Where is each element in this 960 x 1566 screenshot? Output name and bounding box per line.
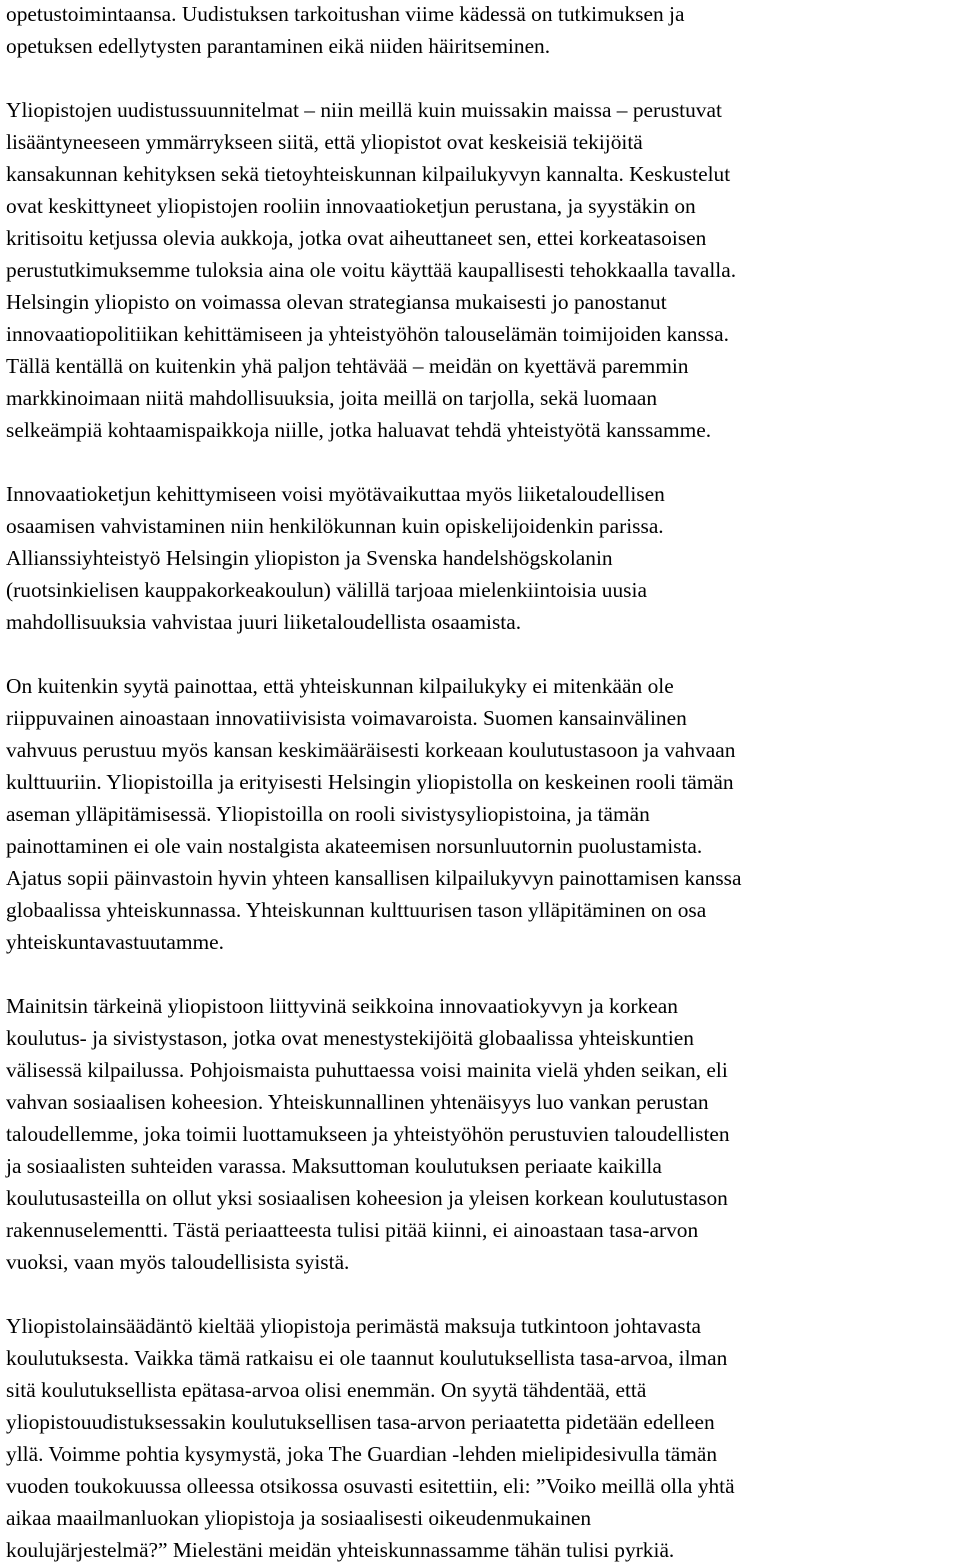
text-line: aseman ylläpitämisessä. Yliopistoilla on rooli sivistysyliopistoina, ja tämän [6, 802, 650, 826]
text-line: vahvuus perustuu myös kansan keskimääräisesti korkeaan koulutustasoon ja vahvaan [6, 738, 736, 762]
text-line: aikaa maailmanluokan yliopistoja ja sosiaalisesti oikeudenmukainen [6, 1506, 592, 1530]
text-line: koulutusasteilla on ollut yksi sosiaalisen koheesion ja yleisen korkean koulutustason [6, 1186, 728, 1210]
text-line: ja sosiaalisten suhteiden varassa. Maksuttoman koulutuksen periaate kaikilla [6, 1154, 662, 1178]
text-line: Innovaatioketjun kehittymiseen voisi myötävaikuttaa myös liiketaloudellisen [6, 482, 665, 506]
text-line: vuoden toukokuussa olleessa otsikossa osuvasti esitettiin, eli: ”Voiko meillä olla yhtä [6, 1474, 735, 1498]
text-line: lisääntyneeseen ymmärrykseen siitä, että yliopistot ovat keskeisiä tekijöitä [6, 130, 643, 154]
text-line: Ajatus sopii päinvastoin hyvin yhteen kansallisen kilpailukyvyn painottamisen kanssa [6, 866, 742, 890]
text-line: rakennuselementti. Tästä periaatteesta tulisi pitää kiinni, ei ainoastaan tasa-arvon [6, 1218, 699, 1242]
text-line: innovaatiopolitiikan kehittämiseen ja yhteistyöhön talouselämän toimijoiden kanssa. [6, 322, 729, 346]
text-line: Allianssiyhteistyö Helsingin yliopiston ja Svenska handelshögskolanin [6, 546, 613, 570]
text-line: (ruotsinkielisen kauppakorkeakoulun) välillä tarjoaa mielenkiintoisia uusia [6, 578, 647, 602]
paragraph-spacer [6, 638, 956, 670]
paragraph-spacer [6, 958, 956, 990]
paragraph-6 [6, 1310, 956, 1566]
paragraph-2 [6, 94, 956, 446]
text-line: koulutus- ja sivistystason, jotka ovat menestystekijöitä globaalissa yhteiskuntien [6, 1026, 694, 1050]
text-line: kritisoitu ketjussa olevia aukkoja, jotka ovat aiheuttaneet sen, ettei korkeatasoisen [6, 226, 707, 250]
paragraph-5 [6, 990, 956, 1278]
text-line: vuoksi, vaan myös taloudellisista syistä. [6, 1250, 350, 1274]
text-line: Yliopistojen uudistussuunnitelmat – niin meillä kuin muissakin maissa – perustuvat [6, 98, 722, 122]
text-line: yliopistouudistuksessakin koulutuksellisen tasa-arvon periaatetta pidetään edelleen [6, 1410, 715, 1434]
text-line: painottaminen ei ole vain nostalgista akateemisen norsunluutornin puolustamista. [6, 834, 703, 858]
text-line: markkinoimaan niitä mahdollisuuksia, joita meillä on tarjolla, sekä luomaan [6, 386, 658, 410]
text-line: Tällä kentällä on kuitenkin yhä paljon tehtävää – meidän on kyettävä paremmin [6, 354, 689, 378]
text-line: kulttuuriin. Yliopistoilla ja erityisesti Helsingin yliopistolla on keskeinen rooli tämän [6, 770, 734, 794]
document-page [6, 0, 956, 1566]
text-line: välisessä kilpailussa. Pohjoismaista puhuttaessa voisi mainita vielä yhden seikan, eli [6, 1058, 728, 1082]
text-line: globaalissa yhteiskunnassa. Yhteiskunnan kulttuurisen tason ylläpitäminen on osa [6, 898, 707, 922]
paragraph-spacer [6, 62, 956, 94]
paragraph-1 [6, 0, 956, 62]
paragraph-4 [6, 670, 956, 958]
text-line: yhteiskuntavastuutamme. [6, 930, 225, 954]
paragraph-spacer [6, 446, 956, 478]
text-line: selkeämpiä kohtaamispaikkoja niille, jotka haluavat tehdä yhteistyötä kanssamme. [6, 418, 712, 442]
paragraph-3 [6, 478, 956, 638]
text-line: opetuksen edellytysten parantaminen eikä niiden häiritseminen. [6, 34, 551, 58]
text-line: On kuitenkin syytä painottaa, että yhteiskunnan kilpailukyky ei mitenkään ole [6, 674, 674, 698]
text-line: yllä. Voimme pohtia kysymystä, joka The Guardian -lehden mielipidesivulla tämän [6, 1442, 718, 1466]
text-line: mahdollisuuksia vahvistaa juuri liiketaloudellista osaamista. [6, 610, 522, 634]
text-line: vahvan sosiaalisen koheesion. Yhteiskunnallinen yhtenäisyys luo vankan perustan [6, 1090, 709, 1114]
text-line: koulutuksesta. Vaikka tämä ratkaisu ei ole taannut koulutuksellista tasa-arvoa, ilman [6, 1346, 728, 1370]
text-line: opetustoimintaansa. Uudistuksen tarkoitushan viime kädessä on tutkimuksen ja [6, 2, 685, 26]
text-line: taloudellemme, joka toimii luottamukseen ja yhteistyöhön perustuvien taloudellisten [6, 1122, 730, 1146]
text-line: Yliopistolainsäädäntö kieltää yliopistoja perimästä maksuja tutkintoon johtavasta [6, 1314, 702, 1338]
text-line: riippuvainen ainoastaan innovatiivisista voimavaroista. Suomen kansainvälinen [6, 706, 687, 730]
text-line: ovat keskittyneet yliopistojen rooliin innovaatioketjun perustana, ja syystäkin on [6, 194, 696, 218]
paragraph-spacer [6, 1278, 956, 1310]
text-line: sitä koulutuksellista epätasa-arvoa olisi enemmän. On syytä tähdentää, että [6, 1378, 647, 1402]
text-line: koulujärjestelmä?” Mielestäni meidän yhteiskunnassamme tähän tulisi pyrkiä. [6, 1538, 675, 1562]
text-line: perustutkimuksemme tuloksia aina ole voitu käyttää kaupallisesti tehokkaalla tavalla. [6, 258, 737, 282]
text-line: osaamisen vahvistaminen niin henkilökunnan kuin opiskelijoidenkin parissa. [6, 514, 664, 538]
text-line: Mainitsin tärkeinä yliopistoon liittyvinä seikkoina innovaatiokyvyn ja korkean [6, 994, 678, 1018]
text-line: kansakunnan kehityksen sekä tietoyhteiskunnan kilpailukyvyn kannalta. Keskustelut [6, 162, 731, 186]
text-line: Helsingin yliopisto on voimassa olevan strategiansa mukaisesti jo panostanut [6, 290, 667, 314]
